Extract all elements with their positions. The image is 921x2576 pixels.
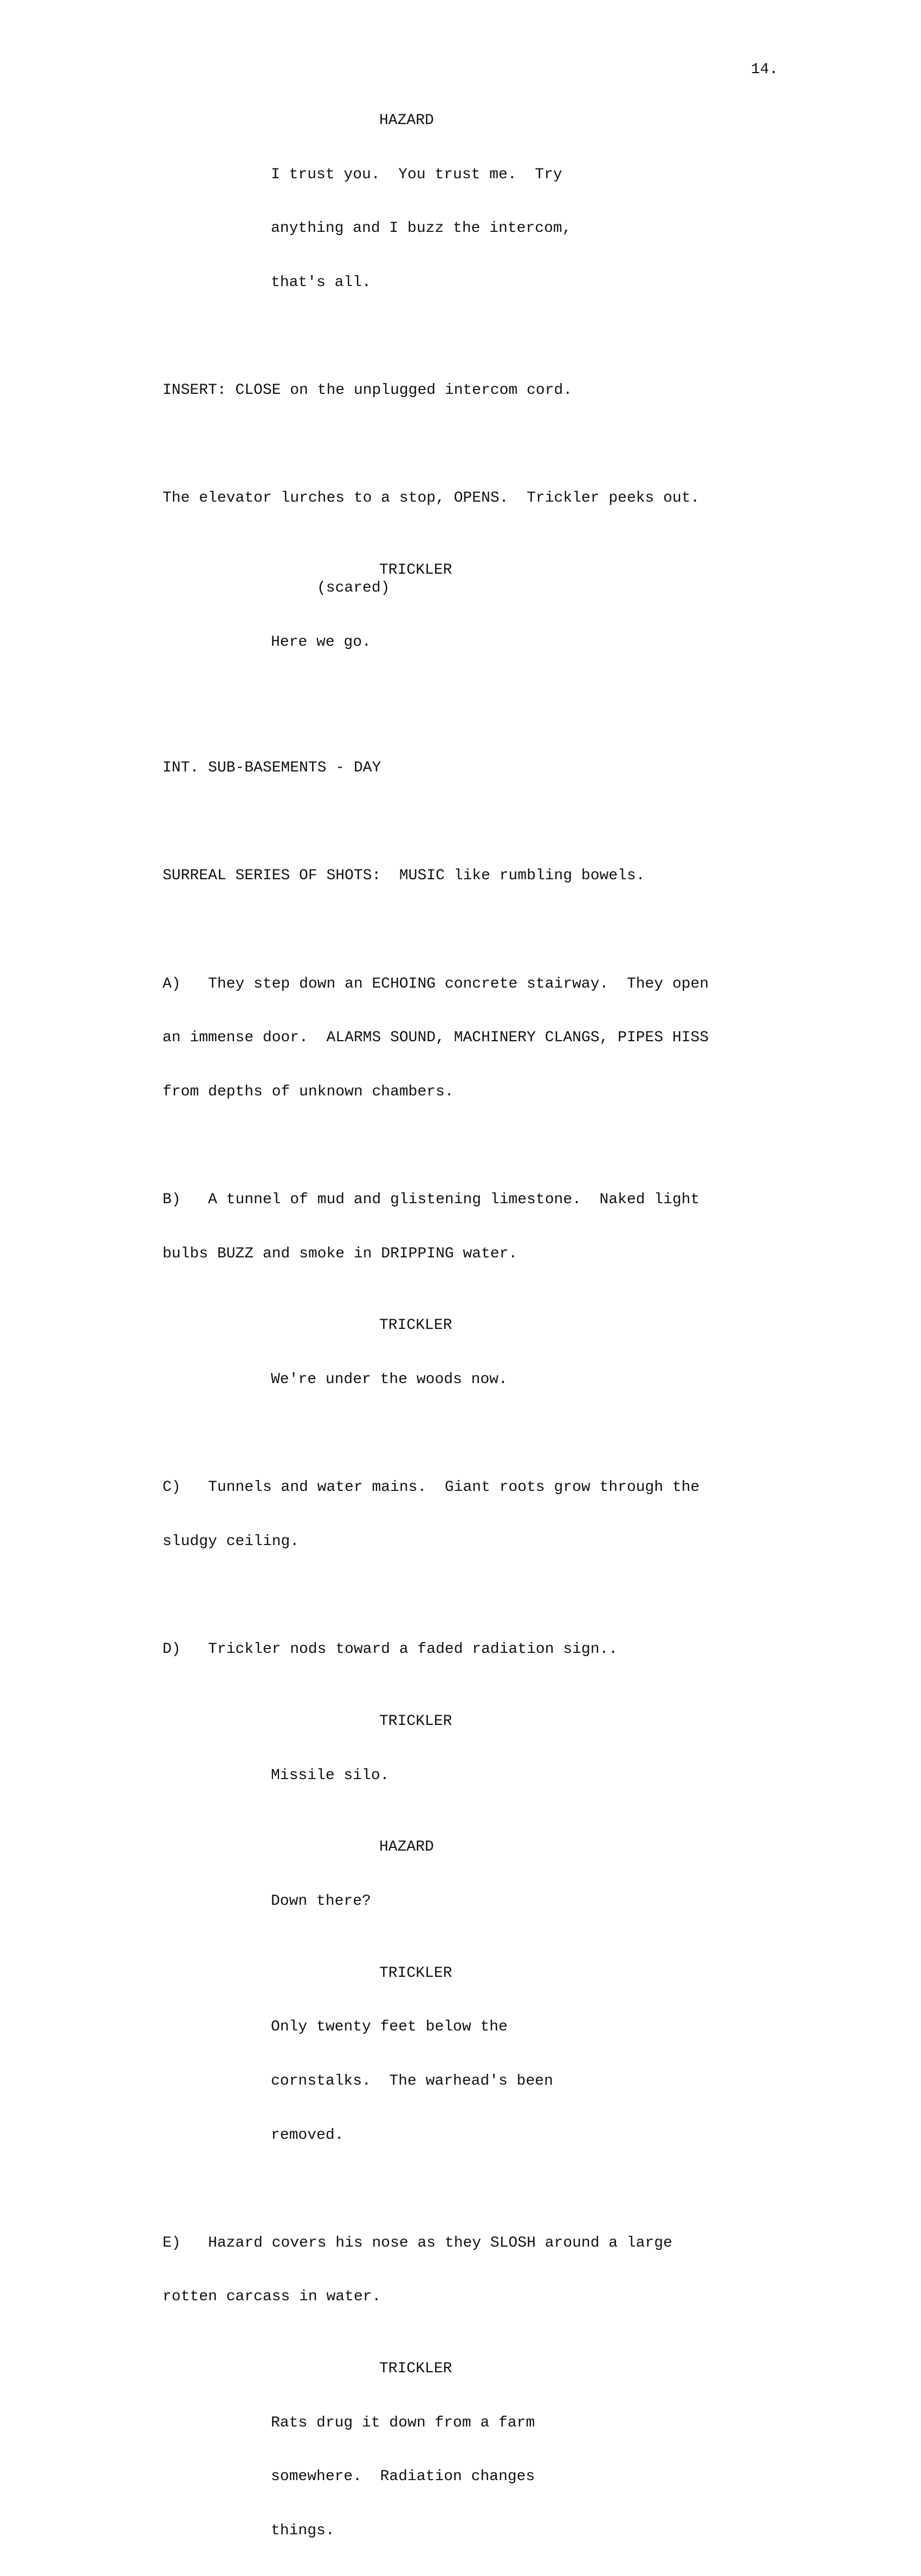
action-line: INSERT: CLOSE on the unplugged intercom cord. bbox=[163, 382, 573, 399]
dialogue-line: removed. bbox=[271, 2126, 344, 2144]
dialogue-line: somewhere. Radiation changes bbox=[271, 2468, 535, 2486]
dialogue bbox=[271, 1857, 921, 1946]
action-shot-d bbox=[163, 1605, 921, 1695]
dialogue bbox=[271, 597, 921, 687]
dialogue-line: Only twenty feet below the bbox=[271, 2019, 508, 2036]
scene-heading bbox=[163, 723, 921, 813]
action-line: A) They step down an ECHOING concrete stairway. They open bbox=[163, 975, 709, 992]
character-name: HAZARD bbox=[379, 1839, 434, 1856]
character-name: TRICKLER bbox=[379, 1712, 452, 1730]
screenplay-body bbox=[0, 112, 921, 2576]
action-line: an immense door. ALARMS SOUND, MACHINERY CLANGS, PIPES HISS bbox=[163, 1029, 709, 1047]
action-line: from depths of unknown chambers. bbox=[163, 1083, 454, 1100]
dialogue-line: things. bbox=[271, 2522, 335, 2539]
action-line: C) Tunnels and water mains. Giant roots grow through the bbox=[163, 1479, 700, 1496]
action-shot-a bbox=[163, 939, 921, 1137]
dialogue bbox=[271, 1335, 921, 1425]
dialogue-line: Rats drug it down from a farm bbox=[271, 2414, 535, 2431]
action-shot-b bbox=[163, 1155, 921, 1299]
character-name: TRICKLER bbox=[379, 1964, 452, 1982]
dialogue-line: Down there? bbox=[271, 1892, 371, 1910]
dialogue bbox=[271, 1982, 921, 2180]
action-line: SURREAL SERIES OF SHOTS: MUSIC like rumbling bowels. bbox=[163, 867, 645, 885]
action bbox=[163, 831, 921, 921]
dialogue bbox=[271, 129, 921, 327]
character-name: TRICKLER bbox=[379, 1317, 452, 1334]
action-shot-e bbox=[163, 2198, 921, 2342]
dialogue bbox=[271, 2378, 921, 2575]
action-shot-c bbox=[163, 1443, 921, 1587]
action-line: sludgy ceiling. bbox=[163, 1533, 300, 1550]
action-line: rotten carcass in water. bbox=[163, 2288, 381, 2306]
page-number: 14. bbox=[751, 61, 779, 78]
dialogue-line: cornstalks. The warhead's been bbox=[271, 2072, 553, 2090]
dialogue-line: that's all. bbox=[271, 274, 371, 291]
character-name: TRICKLER bbox=[379, 562, 452, 579]
action-line: bulbs BUZZ and smoke in DRIPPING water. bbox=[163, 1245, 518, 1262]
action-line: The elevator lurches to a stop, OPENS. Trickler peeks out. bbox=[163, 490, 700, 507]
character-name: HAZARD bbox=[379, 112, 434, 129]
dialogue-line: Here we go. bbox=[271, 633, 371, 651]
scene-heading-line: INT. SUB-BASEMENTS - DAY bbox=[163, 760, 381, 777]
action-line: B) A tunnel of mud and glistening limestone. Naked light bbox=[163, 1191, 700, 1209]
dialogue bbox=[271, 1730, 921, 1820]
dialogue-line: Missile silo. bbox=[271, 1767, 390, 1784]
action-line: D) Trickler nods toward a faded radiation sign.. bbox=[163, 1641, 618, 1658]
action-insert bbox=[163, 346, 921, 436]
parenthetical: (scared) bbox=[317, 580, 390, 597]
dialogue-line: I trust you. You trust me. Try bbox=[271, 166, 562, 183]
character-name: TRICKLER bbox=[379, 2360, 452, 2378]
dialogue-line: anything and I buzz the intercom, bbox=[271, 220, 572, 237]
action-line: E) Hazard covers his nose as they SLOSH around a large bbox=[163, 2234, 672, 2251]
action bbox=[163, 453, 921, 543]
dialogue-line: We're under the woods now. bbox=[271, 1371, 508, 1388]
